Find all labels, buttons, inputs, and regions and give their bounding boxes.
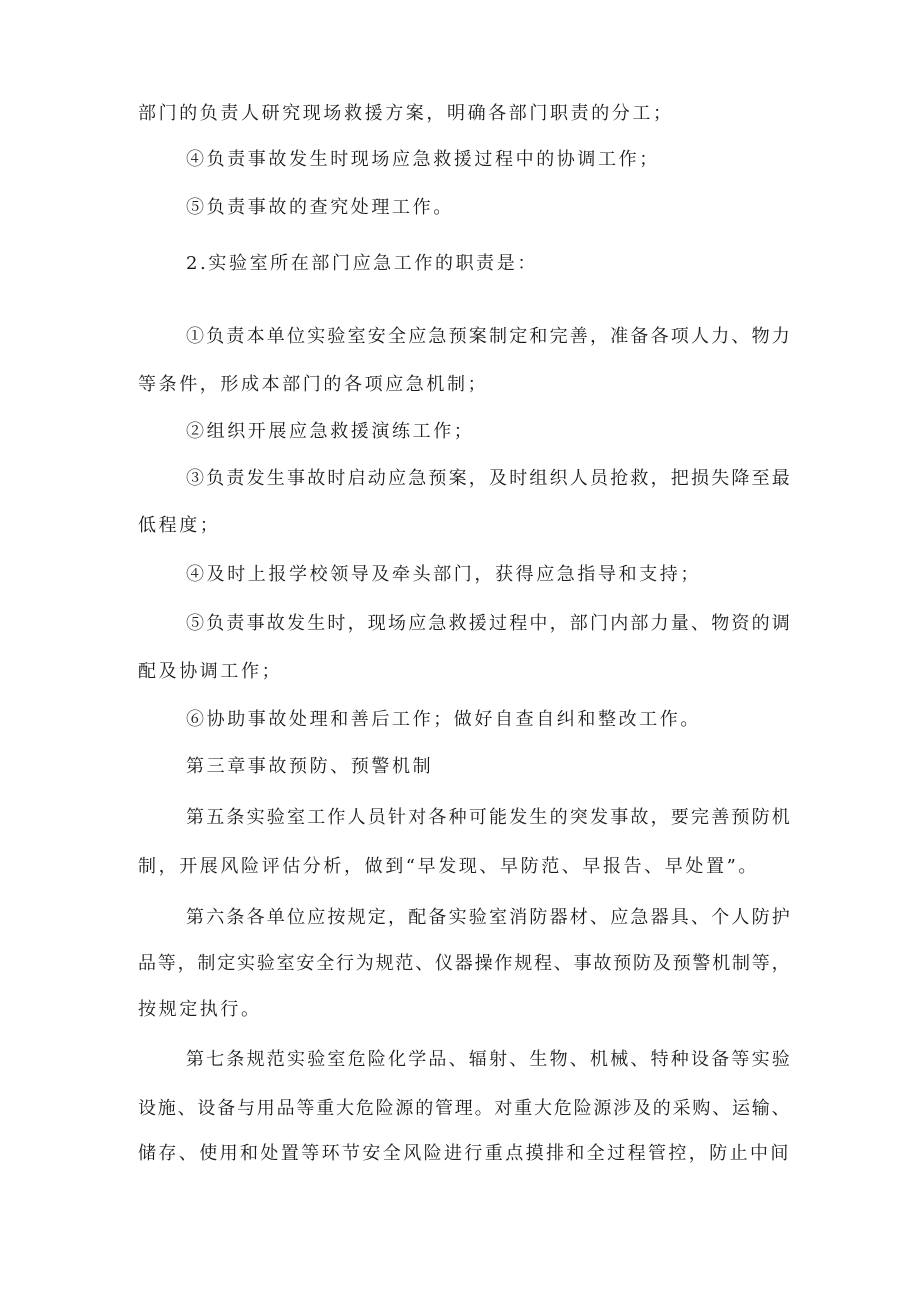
text-line-19: 按规定执行。: [138, 999, 262, 1020]
section-heading-2: 2.实验室所在部门应急工作的职责是：: [186, 253, 538, 274]
text-line-7: ②组织开展应急救援演练工作；: [186, 421, 475, 442]
text-line-3: ⑤负责事故的查究处理工作。: [186, 197, 454, 218]
text-line-6: 等条件，形成本部门的各项应急机制；: [138, 374, 489, 395]
text-line-11: ⑤负责事故发生时，现场应急救援过程中，部门内部力量、物资的调: [186, 613, 792, 634]
chapter-heading-3: 第三章事故预防、预警机制: [186, 756, 434, 777]
text-line-2: ④负责事故发生时现场应急救援过程中的协调工作；: [186, 149, 660, 170]
text-line-18: 品等，制定实验室安全行为规范、仪器操作规程、事故预防及预警机制等，: [138, 953, 792, 974]
text-line-21: 设施、设备与用品等重大危险源的管理。对重大危险源涉及的采购、运输、: [138, 1098, 792, 1119]
text-line-5: ①负责本单位实验室安全应急预案制定和完善，准备各项人力、物力: [186, 326, 792, 347]
text-line-20: 第七条规范实验室危险化学品、辐射、生物、机械、特种设备等实验: [186, 1049, 792, 1070]
text-line-12: 配及协调工作；: [138, 661, 283, 682]
text-line-8: ③负责发生事故时启动应急预案，及时组织人员抢救，把损失降至最: [186, 468, 792, 489]
text-line-15: 第五条实验室工作人员针对各种可能发生的突发事故，要完善预防机: [186, 807, 792, 828]
text-line-22: 储存、使用和处置等环节安全风险进行重点摸排和全过程管控，防止中间: [138, 1143, 791, 1164]
text-line-17: 第六条各单位应按规定，配备实验室消防器材、应急器具、个人防护: [186, 907, 792, 928]
text-line-10: ④及时上报学校领导及牵头部门，获得应急指导和支持；: [186, 564, 701, 585]
text-line-13: ⑥协助事故处理和善后工作；做好自查自纠和整改工作。: [186, 709, 701, 730]
text-line-1: 部门的负责人研究现场救援方案，明确各部门职责的分工；: [138, 103, 674, 124]
text-line-16: 制，开展风险评估分析，做到“早发现、早防范、早报告、早处置”。: [138, 856, 760, 877]
text-line-9: 低程度；: [138, 515, 221, 536]
